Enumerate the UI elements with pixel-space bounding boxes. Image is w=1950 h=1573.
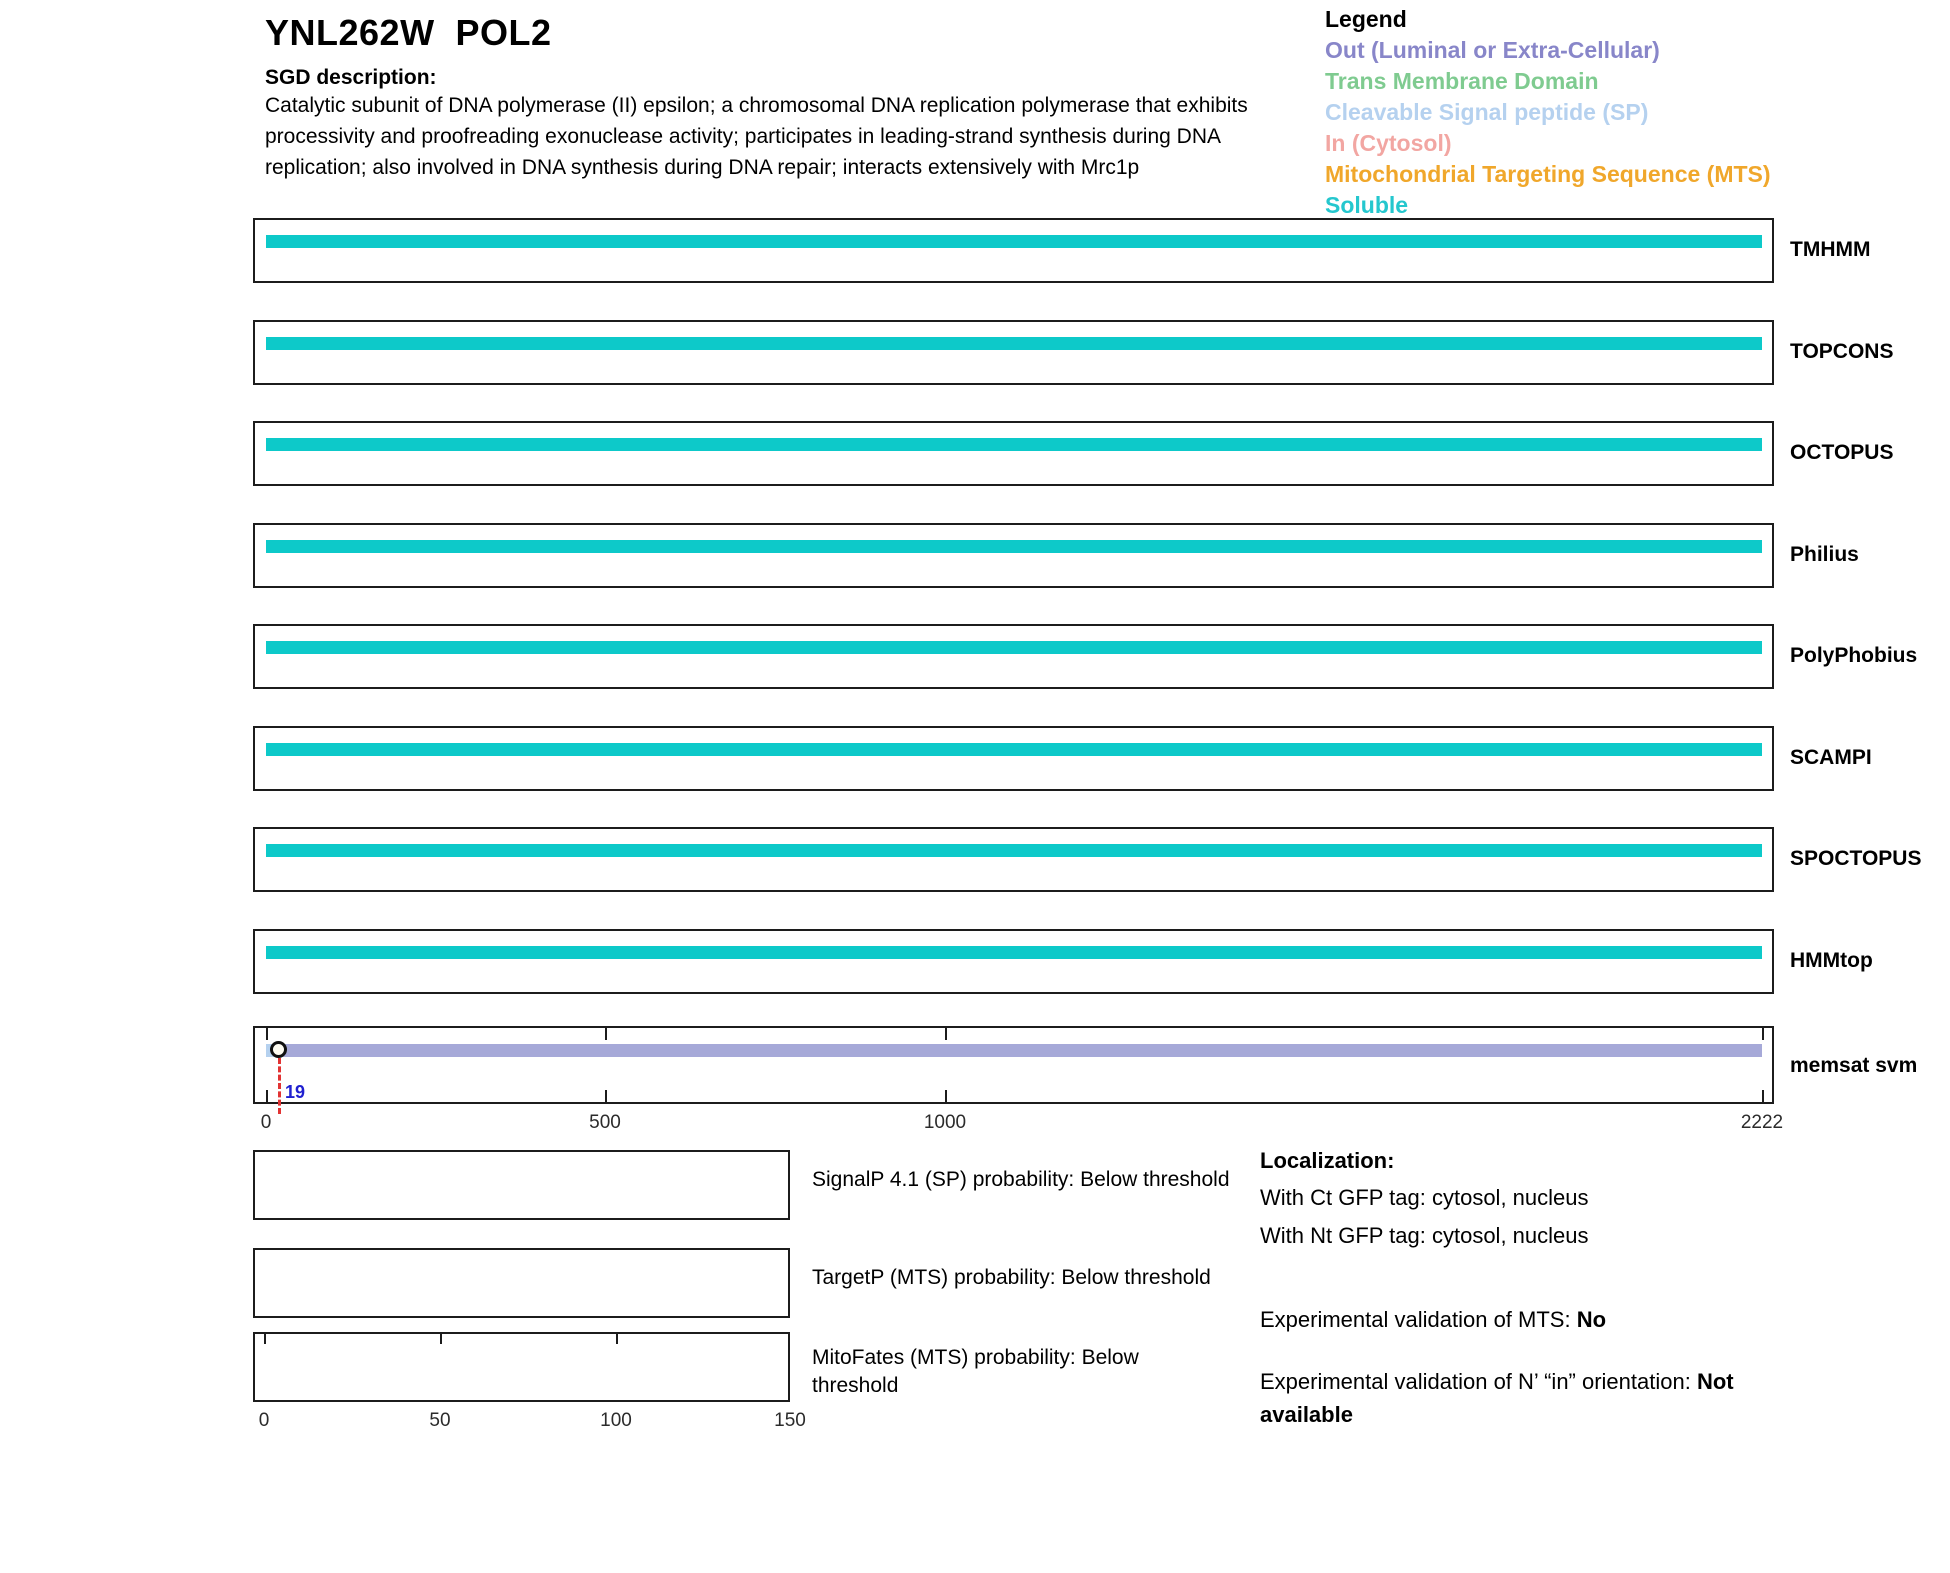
orientation-validation-line <box>1260 1365 1820 1431</box>
axis-tick <box>616 1334 618 1344</box>
sequence-axis-label: 500 <box>589 1112 621 1133</box>
track-label: SCAMPI <box>1790 746 1872 769</box>
signalp-plot-label: SignalP 4.1 (SP) probability: Below threshold <box>812 1168 1230 1191</box>
track-row-philius <box>253 523 1950 588</box>
track-box <box>253 523 1774 588</box>
track-label: TOPCONS <box>1790 340 1894 363</box>
track-row-scampi <box>253 726 1950 791</box>
legend-item-signal-peptide: Cleavable Signal peptide (SP) <box>1325 99 1649 125</box>
localization-nt-line: With Nt GFP tag: cytosol, nucleus <box>1260 1223 1589 1248</box>
legend-item-in-cytosol: In (Cytosol) <box>1325 130 1452 156</box>
mitofates-axis-label: 0 <box>258 1410 270 1431</box>
legend-title: Legend <box>1325 6 1407 32</box>
mitofates-plot-label: MitoFates (MTS) probability: Below threshold <box>812 1346 1139 1397</box>
track-row-hmmtop <box>253 929 1950 994</box>
memsat-box <box>253 1026 1774 1104</box>
soluble-bar <box>266 946 1762 959</box>
legend-item-out: Out (Luminal or Extra-Cellular) <box>1325 37 1660 63</box>
track-box <box>253 218 1774 283</box>
cleavage-site-dashed-line <box>278 1058 281 1114</box>
mitofates-axis-label: 50 <box>429 1410 451 1431</box>
axis-tick <box>266 1028 268 1040</box>
axis-tick <box>945 1090 947 1102</box>
legend-item-mts: Mitochondrial Targeting Sequence (MTS) <box>1325 161 1771 187</box>
mts-validation-value: No <box>1576 1307 1607 1332</box>
axis-tick <box>266 1090 268 1102</box>
plot-row-mitofates <box>253 1332 1253 1432</box>
track-box <box>253 624 1774 689</box>
description-line: replication; also involved in DNA synthesis during DNA repair; interacts extensively with Mrc1p <box>265 156 1140 179</box>
axis-tick <box>440 1334 442 1344</box>
track-label: memsat svm <box>1790 1054 1918 1077</box>
soluble-bar <box>266 743 1762 756</box>
cleavage-site-marker-circle <box>270 1041 287 1058</box>
axis-tick <box>945 1028 947 1040</box>
track-box <box>253 827 1774 892</box>
localization-title: Localization: <box>1260 1148 1395 1173</box>
mts-validation-label: Experimental validation of MTS: <box>1260 1307 1577 1332</box>
out-region-bar <box>266 1044 1762 1057</box>
track-label: PolyPhobius <box>1790 644 1918 667</box>
track-row-tmhmm <box>253 218 1950 283</box>
sequence-axis-label: 0 <box>260 1112 272 1133</box>
track-label: OCTOPUS <box>1790 441 1894 464</box>
track-label: Philius <box>1790 543 1859 566</box>
mitofates-axis-label: 100 <box>600 1410 632 1431</box>
orientation-validation-value: Not available <box>1260 1369 1734 1427</box>
plot-row-signalp <box>253 1150 1253 1250</box>
signalp-plot-box <box>253 1150 790 1220</box>
legend-item-soluble: Soluble <box>1325 192 1409 218</box>
page-title: YNL262W POL2 <box>265 12 552 53</box>
sequence-axis-label: 1000 <box>923 1112 967 1133</box>
axis-tick <box>605 1090 607 1102</box>
track-row-topcons <box>253 320 1950 385</box>
axis-tick <box>1762 1090 1764 1102</box>
track-box <box>253 421 1774 486</box>
track-row-polyphobius <box>253 624 1950 689</box>
track-label: SPOCTOPUS <box>1790 847 1922 870</box>
track-row-memsat-svm <box>253 1026 1950 1136</box>
orientation-validation-label: Experimental validation of N’ “in” orientation: <box>1260 1369 1697 1394</box>
description-line: Catalytic subunit of DNA polymerase (II) epsilon; a chromosomal DNA replication polymerase that exhibits <box>265 94 1248 117</box>
track-box <box>253 929 1774 994</box>
mitofates-axis-label: 150 <box>774 1410 806 1431</box>
legend-item-transmembrane: Trans Membrane Domain <box>1325 68 1599 94</box>
soluble-bar <box>266 540 1762 553</box>
sgd-description-label: SGD description: <box>265 66 437 89</box>
sequence-axis-label: 2222 <box>1740 1112 1784 1133</box>
soluble-bar <box>266 438 1762 451</box>
soluble-bar <box>266 337 1762 350</box>
soluble-bar <box>266 641 1762 654</box>
axis-tick <box>264 1334 266 1344</box>
targetp-plot-label: TargetP (MTS) probability: Below threshold <box>812 1266 1211 1289</box>
mitofates-plot-box <box>253 1332 790 1402</box>
track-box <box>253 320 1774 385</box>
track-box <box>253 726 1774 791</box>
targetp-plot-box <box>253 1248 790 1318</box>
track-row-spoctopus <box>253 827 1950 892</box>
description-line: processivity and proofreading exonuclease activity; participates in leading-strand synthesis during DNA <box>265 125 1222 148</box>
track-label: TMHMM <box>1790 238 1871 261</box>
mts-validation-line <box>1260 1305 1606 1335</box>
track-label: HMMtop <box>1790 949 1873 972</box>
cleavage-site-value: 19 <box>285 1082 306 1102</box>
axis-tick <box>605 1028 607 1040</box>
sgd-description-text <box>265 90 1248 183</box>
soluble-bar <box>266 844 1762 857</box>
localization-ct-line: With Ct GFP tag: cytosol, nucleus <box>1260 1185 1589 1210</box>
soluble-bar <box>266 235 1762 248</box>
axis-tick <box>1762 1028 1764 1040</box>
legend <box>1325 4 1771 221</box>
track-row-octopus <box>253 421 1950 486</box>
